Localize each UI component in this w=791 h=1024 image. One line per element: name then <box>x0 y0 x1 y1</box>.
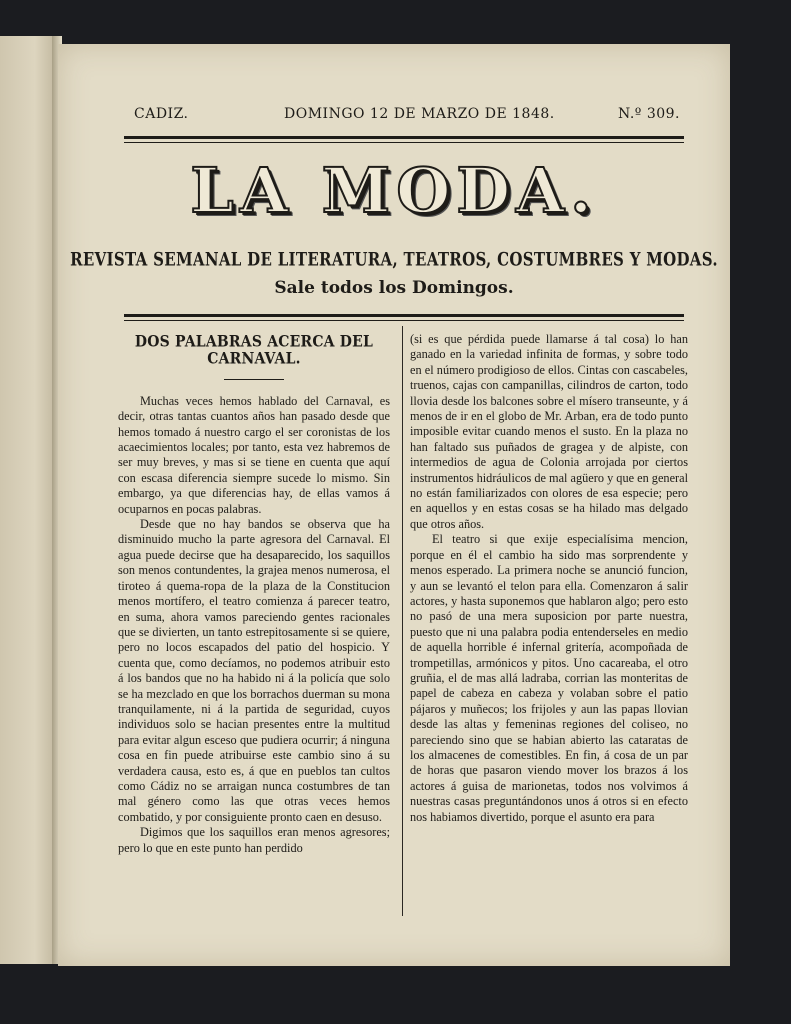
left-page-edge <box>0 36 59 964</box>
paragraph: Digimos que los saquillos eran menos agresores; pero lo que en este punto han perdido <box>118 825 390 855</box>
publication-schedule: Sale todos los Domingos. <box>274 278 514 298</box>
paragraph: Muchas veces hemos hablado del Carnaval, es decir, otras tantas cuantos años han pasado desde que hemos tomado á nuestro cargo el ser coronistas de los acaecimientos locales; por tanto, esta vez habremos de ser muy breves, y mas si se tiene en cuenta que aquí con escasa diferencia siempre sucede lo mismo. Sin embargo, ya que diferencias hay, de ellas vamos á ocuparnos en pocas palabras. <box>118 393 390 516</box>
column-right <box>410 332 688 825</box>
masthead-rule-thick <box>124 314 684 317</box>
header-rule-thin <box>124 142 684 143</box>
masthead-title: LA MODA. <box>190 154 598 227</box>
masthead-subtitle: REVISTA SEMANAL DE LITERATURA, TEATROS, COSTUMBRES Y MODAS. <box>70 248 718 271</box>
date-label: DOMINGO 12 DE MARZO DE 1848. <box>284 106 555 122</box>
masthead-rule-thin <box>124 320 684 321</box>
title-rule <box>224 379 284 380</box>
article-title: DOS PALABRAS ACERCA DEL CARNAVAL. <box>134 332 374 369</box>
paragraph: Desde que no hay bandos se observa que ha disminuido mucho la parte agresora del Carnaval. El agua puede decirse que ha desaparecido, los saquillos son menos contundentes, la grajea menos numerosa, el tiroteo á quema-ropa de la plaza de la Constitucion menos mortífero, el teatro comienza á parecer teatro, en suma, ahora vamos pareciendo gentes racionales que se divierten, un tanto estrepitosamente si se quiere, pero no locos escapados del patio del hospicio. Y cuenta que, como decíamos, no podemos atribuir esto á los bandos que no ha habido ni á la policía que solo se ha mezclado en que los borrachos duerman su mona tranquilamente, ni á la partida de seguridad, cuyos individuos solo se hacian presentes entre la multitud para evitar algun esceso que pudiera ocurrir; á ninguna cosa en fin puede atribuirse este cambio sino á su verdadera causa, esto es, á que en pueblos tan cultos como Cádiz no se arraigan nunca costumbres de tan mal género como las que otras veces hemos combatido, y por consiguiente pronto caen en desuso. <box>118 517 390 824</box>
paragraph: El teatro si que exije especialísima mencion, porque en él el cambio ha sido mas sorprendente y menos esperado. La primera noche se anunció funcion, y aun se levantó el telon para ella. Comenzaron á salir actores, y hasta suponemos que hablaron algo; pero esto no pasó de una mera suposicion por parte nuestra, puesto que ni una palabra podia entenderseles en medio de aquella horrible é infernal gritería, acompoñada de trompetillas, armónicos y pitos. Uno cacareaba, el otro gruñia, el de mas allá ladraba, corrian las monteritas de papel de cabeza en cabeza y volaban sobre el patio pájaros y muñecos; los frijoles y aun las papas llovian desde las altas y femeninas regiones del coliseo, no pareciendo sino que se habian abierto las cataratas de los almacenes de comestibles. En fin, á cosa de un par de horas que pasaron viendo mover los brazos á los actores á guisa de marionetas, todos nos volvimos á nuestras casas preguntándonos unos á otros si en efecto nos habiamos divertido, porque el asunto era para <box>410 532 688 824</box>
header-row <box>58 106 730 126</box>
column-left <box>118 332 390 856</box>
newspaper-page <box>58 44 730 966</box>
city-label: CADIZ. <box>134 106 189 122</box>
paragraph: (si es que pérdida puede llamarse á tal cosa) lo han ganado en la variedad infinita de formas, y sobre todo en el número prodigioso de ellos. Cintas con cascabeles, truenos, cajas con campanillas, cilindros de carton, todo llovia desde los balcones sobre el mísero transeunte, y á menos de ir en el globo de Mr. Arban, era de todo punto imposible evitar cuando menos el susto. En la plaza no han faltado sus puñados de gragea y de alpiste, con intermedios de agua de Colonia arrojada por ciertos instrumentos hidráulicos de mal agüero y que en general no están familiarizados con olores de esa especie; pero en aquellos y en estas cosas se ha hilado mas delgado que otros años. <box>410 332 688 531</box>
header-rule-thick <box>124 136 684 139</box>
column-divider <box>402 326 403 916</box>
issue-number: N.º 309. <box>618 106 681 122</box>
